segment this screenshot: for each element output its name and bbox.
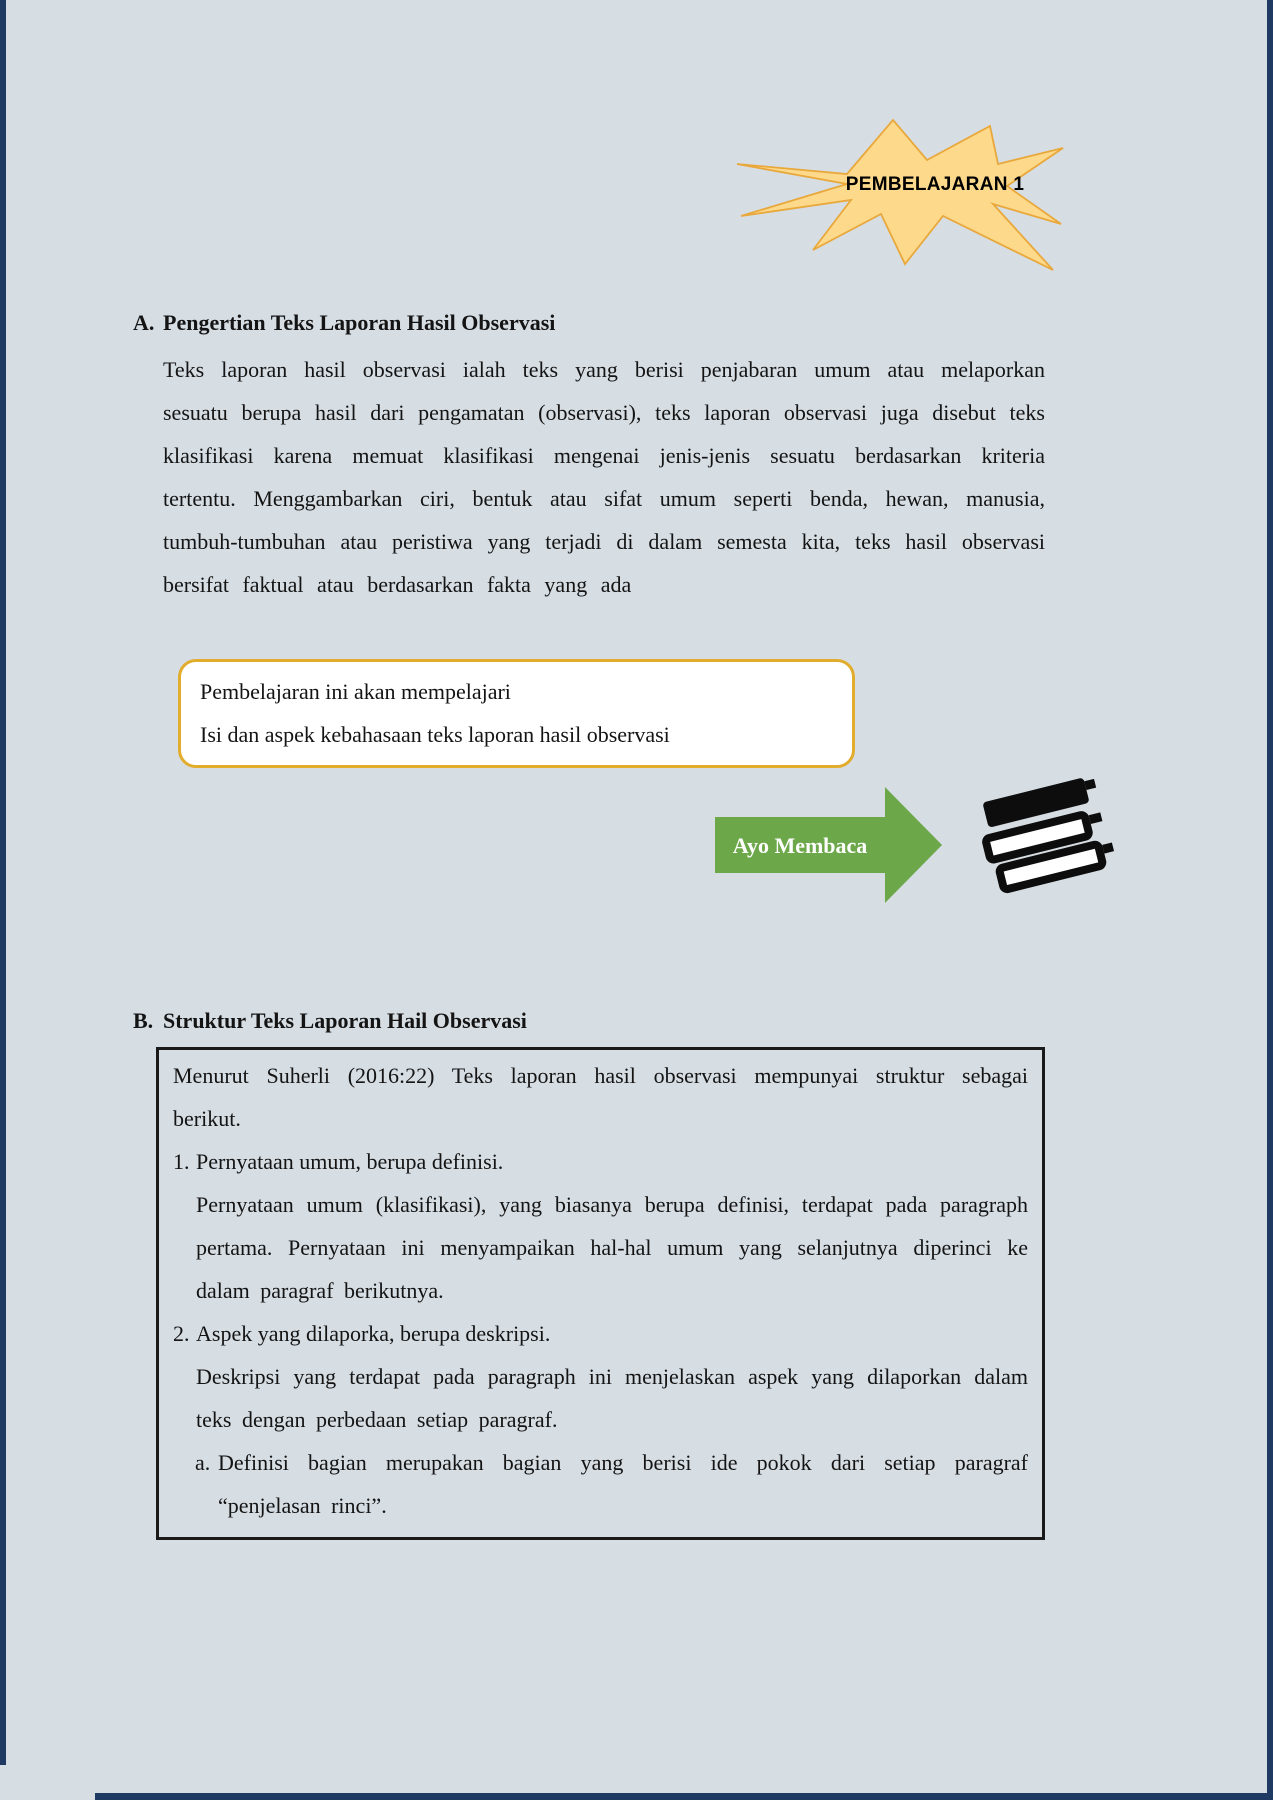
learning-goal-callout: [178, 659, 855, 768]
lesson-banner: [735, 110, 1065, 274]
section-b-heading: [133, 1006, 1045, 1036]
list-item-1: [173, 1140, 1028, 1183]
section-a-number: A.: [133, 310, 155, 335]
callout-line-2: Isi dan aspek kebahasaan teks laporan hasil observasi: [200, 722, 670, 747]
list-item-2: [173, 1312, 1028, 1355]
page-border-left: [0, 0, 6, 1765]
sub-item-a: [173, 1441, 1028, 1527]
page-border-right: [1267, 0, 1273, 1800]
list-item-2-body: Deskripsi yang terdapat pada paragraph ini menjelaskan aspek yang dilaporkan dalam teks dengan perbedaan setiap paragraf.: [196, 1364, 1028, 1432]
section-a-heading: [133, 308, 1045, 338]
section-b-number: B.: [133, 1008, 154, 1033]
list-item-2-number: 2.: [173, 1321, 190, 1346]
structure-box: [156, 1047, 1045, 1540]
list-item-1-title: Pernyataan umum, berupa definisi.: [196, 1149, 504, 1174]
section-a-paragraph: Teks laporan hasil observasi ialah teks yang berisi penjabaran umum atau melaporkan sesuatu berupa hasil dari pengamatan (observasi), teks laporan observasi juga disebut teks klasifikasi karena memuat klasifikasi mengenai jenis-jenis sesuatu berdasarkan kriteria tertentu. Menggambarkan ciri, bentuk atau sifat umum seperti benda, hewan, manusia, tumbuh-tumbuhan atau peristiwa yang terjadi di dalam semesta kita, teks hasil observasi bersifat faktual atau berdasarkan fakta yang ada: [163, 357, 1045, 597]
list-item-1-body: Pernyataan umum (klasifikasi), yang biasanya berupa definisi, terdapat pada paragraph pertama. Pernyataan ini menyampaikan hal-hal umum yang selanjutnya diperinci ke dalam paragraf berikutnya.: [196, 1192, 1028, 1303]
sub-item-a-number: a.: [195, 1450, 211, 1475]
sub-item-a-text: Definisi bagian merupakan bagian yang berisi ide pokok dari setiap paragraf “penjelasan rinci”.: [218, 1450, 1028, 1518]
structure-intro: Menurut Suherli (2016:22) Teks laporan hasil observasi mempunyai struktur sebagai berikut.: [173, 1063, 1028, 1131]
read-banner-label: Ayo Membaca: [732, 833, 868, 858]
list-item-1-number: 1.: [173, 1149, 190, 1174]
page-border-bottom: [95, 1793, 1273, 1800]
list-item-2-title: Aspek yang dilaporka, berupa deskripsi.: [196, 1321, 551, 1346]
section-a-title: Pengertian Teks Laporan Hasil Observasi: [163, 310, 556, 335]
callout-line-1: Pembelajaran ini akan mempelajari: [200, 679, 511, 704]
read-banner: [690, 780, 950, 910]
section-a: [133, 308, 1045, 606]
section-b-title: Struktur Teks Laporan Hail Observasi: [163, 1008, 527, 1033]
section-b: [133, 1006, 1045, 1036]
lesson-banner-label: PEMBELAJARAN 1: [845, 174, 1025, 195]
stacked-books-icon: [972, 765, 1114, 905]
